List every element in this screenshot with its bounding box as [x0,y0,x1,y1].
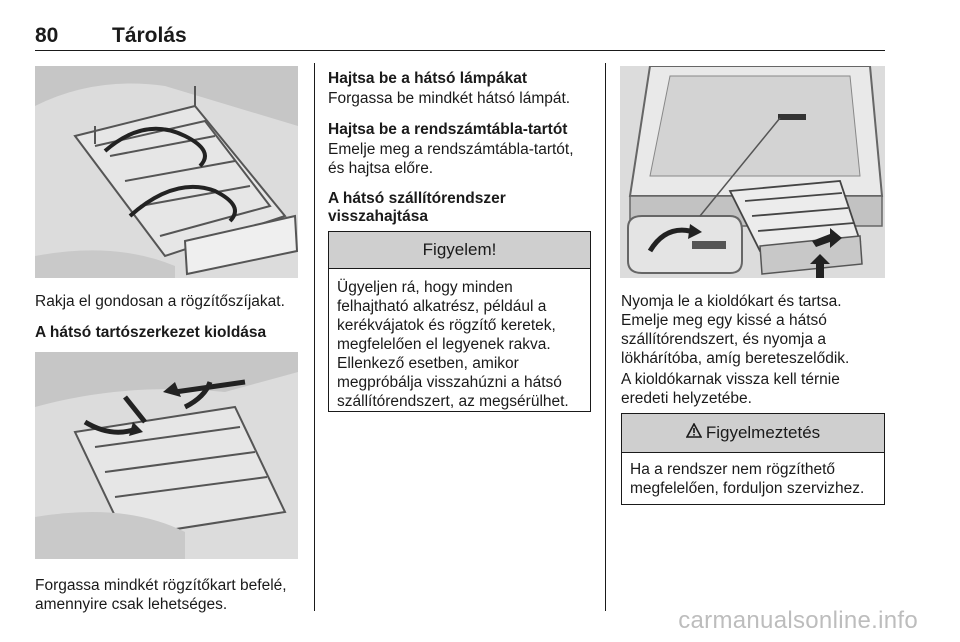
instruction-line: Nyomja le a kioldókart és tartsa. [621,293,842,310]
caption-strap-storage: Rakja el gondosan a rögzítőszíjakat. [35,293,285,310]
caption-rotate-levers-line2: amennyire csak lehetséges. [35,596,228,613]
heading-retract-carrier-line2: visszahajtása [328,208,428,225]
notice-line: megfelelően el legyenek rakva. [337,336,551,353]
heading-fold-plate-holder: Hajtsa be a rendszámtábla-tartót [328,121,568,138]
text-fold-plate-holder-line2: és hajtsa előre. [328,160,434,177]
lever-return-line: eredeti helyzetébe. [621,390,752,407]
warning-header [622,414,884,453]
illustration-strap-storage [35,66,298,278]
watermark: carmanualsonline.info [678,607,918,634]
notice-line: szállítórendszert, az megsérülhet. [337,393,569,410]
heading-fold-rear-lamps: Hajtsa be a hátsó lámpákat [328,70,527,87]
text-fold-plate-holder-line1: Emelje meg a rendszámtábla-tartót, [328,141,574,158]
text-fold-rear-lamps: Forgassa be mindkét hátsó lámpát. [328,90,571,107]
lever-return-text [621,370,840,408]
warning-box [621,413,885,505]
column-divider-left [314,63,315,611]
warning-line: Ha a rendszer nem rögzíthető [630,461,836,478]
illustration-release-levers [35,352,298,559]
heading-release-rear-carrier: A hátsó tartószerkezet kioldása [35,324,267,341]
instruction-line: lökhárítóba, amíg bereteszelődik. [621,350,850,367]
column-divider-right [605,63,606,611]
instruction-text [621,292,849,368]
notice-line: felhajtható alkatrész, például a [337,298,547,315]
caption-rotate-levers-line1: Forgassa mindkét rögzítőkart befelé, [35,577,287,594]
notice-line: kerékvájatok és rögzítő keretek, [337,317,556,334]
warning-triangle-icon [686,423,702,443]
header-rule [35,50,885,51]
instruction-line: Emelje meg egy kissé a hátsó [621,312,827,329]
notice-body [329,269,590,411]
lever-return-line: A kioldókarnak vissza kell térnie [621,371,840,388]
notice-title: Figyelem! [329,232,590,269]
page-title: Tárolás [112,24,187,47]
page-number: 80 [35,24,59,47]
warning-title: Figyelmeztetés [705,423,821,442]
notice-line: Ellenkező esetben, amikor [337,355,519,372]
notice-line: Ügyeljen rá, hogy minden [337,279,513,296]
notice-line: megpróbálja visszahúzni a hátsó [337,374,562,391]
warning-line: megfelelően, forduljon szervizhez. [630,480,865,497]
heading-retract-carrier-line1: A hátsó szállítórendszer [328,190,506,207]
notice-box [328,231,591,412]
warning-body [622,453,884,498]
illustration-release-handle [620,66,885,278]
instruction-line: szállítórendszert, és nyomja a [621,331,827,348]
